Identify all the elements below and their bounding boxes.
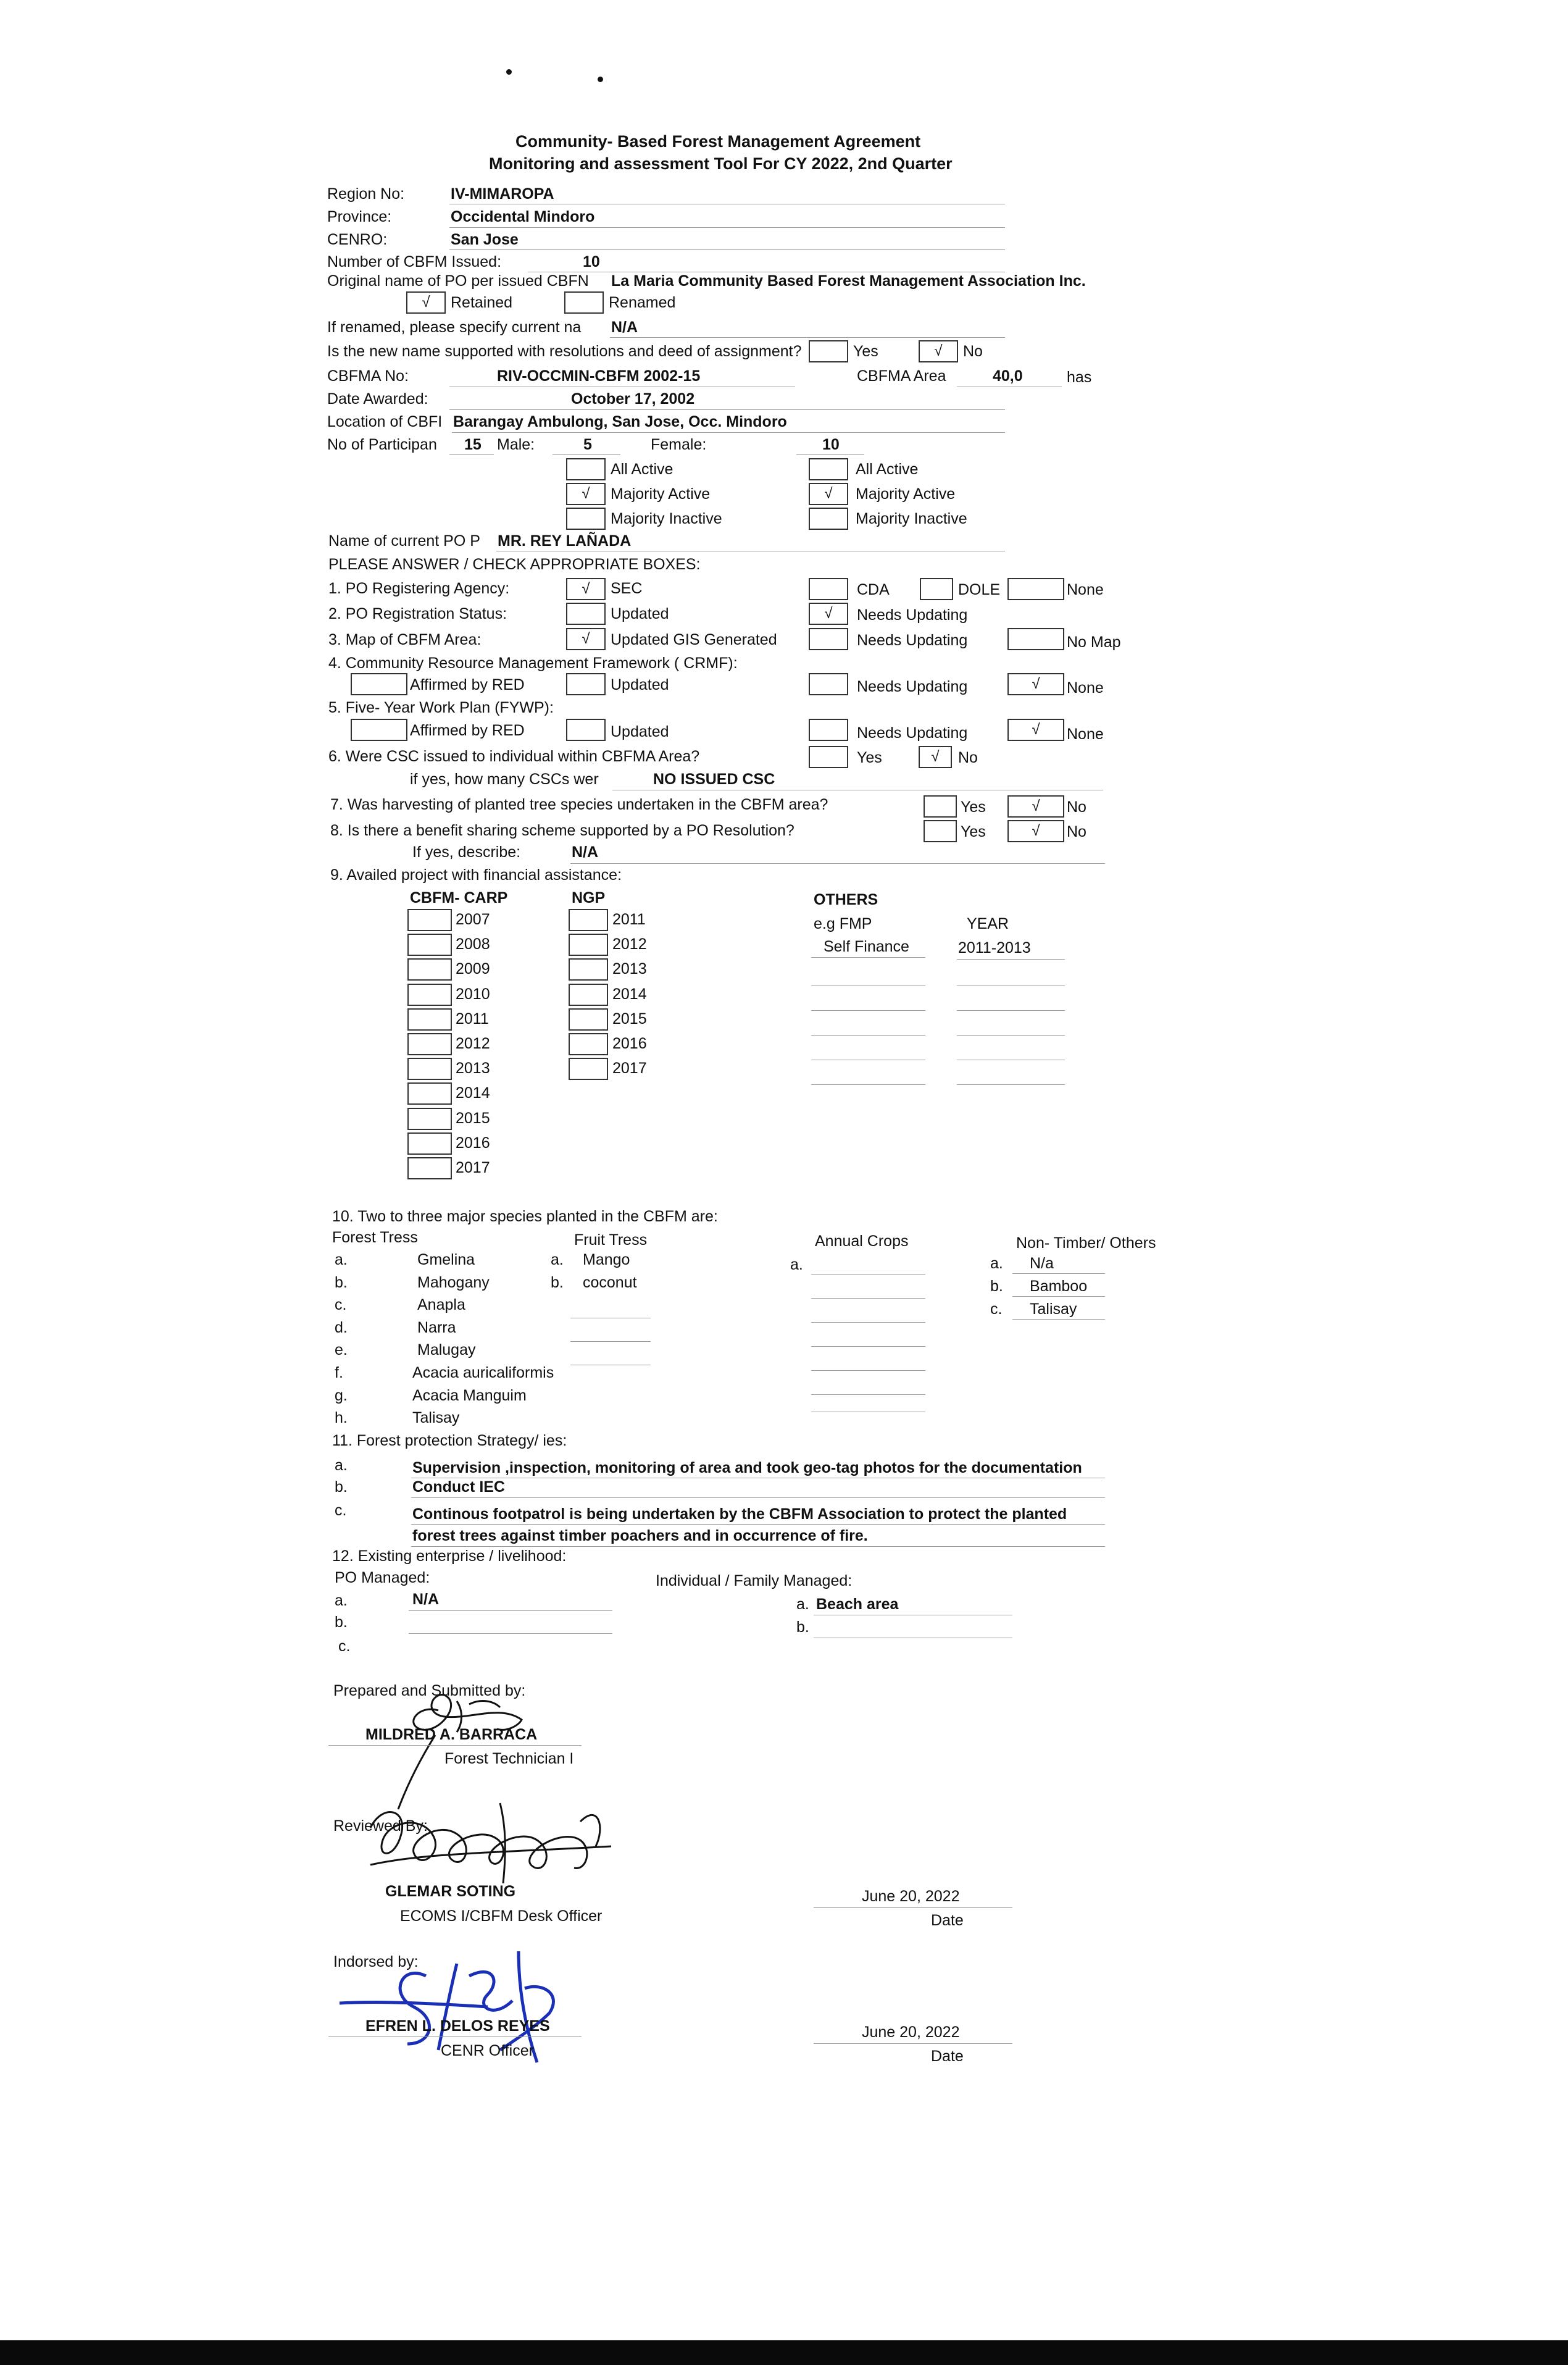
q12-ind-b-letter: b. [796, 1618, 809, 1636]
participants-label: No of Participan [327, 436, 437, 453]
q9-ngp-year-label: 2011 [612, 911, 646, 928]
male-majority-active-label: Majority Active [611, 485, 711, 503]
q9-carp-year-label: 2009 [456, 960, 490, 978]
q9-carp-year-checkbox[interactable] [407, 934, 452, 956]
location-value: Barangay Ambulong, San Jose, Occ. Mindoro [453, 413, 787, 430]
q5-needs-updating-checkbox[interactable] [809, 719, 848, 741]
q4-updated-checkbox[interactable] [566, 673, 606, 695]
q5-updated-checkbox[interactable] [566, 719, 606, 741]
q9-carp-year-checkbox[interactable] [407, 909, 452, 931]
renamed-specify-value: N/A [611, 319, 638, 336]
reviewed-label: Reviewed By: [333, 1817, 428, 1835]
q12-po-b-letter: b. [335, 1614, 348, 1631]
female-majority-inactive-label: Majority Inactive [856, 510, 967, 527]
renamed-label: Renamed [609, 294, 676, 311]
q12-po-a-text: N/A [412, 1591, 440, 1608]
q6-yes-checkbox[interactable] [809, 746, 848, 768]
cenro-label: CENRO: [327, 231, 388, 248]
current-po-value: MR. REY LAÑADA [498, 532, 632, 550]
q9-ngp-year-checkbox[interactable] [569, 958, 608, 981]
orig-name-value: La Maria Community Based Forest Management Association Inc. [611, 272, 1086, 290]
q4-affirmed-checkbox[interactable] [351, 673, 407, 695]
q10-fruit-letter: b. [551, 1274, 564, 1291]
q10-nontimber-letter: b. [990, 1278, 1003, 1295]
q8-yes-label: Yes [961, 823, 986, 840]
male-value: 5 [583, 436, 592, 453]
q2-label: 2. PO Registration Status: [328, 605, 507, 622]
renamed-specify-label: If renamed, please specify current na [327, 319, 582, 336]
q10-nontimber-underline [1012, 1273, 1105, 1274]
q12-po-c-letter: c. [338, 1638, 351, 1655]
q9-label: 9. Availed project with financial assistance: [330, 866, 622, 884]
q10-fruit-header: Fruit Tress [574, 1231, 648, 1249]
q6-no-checkbox[interactable]: √ [919, 746, 952, 768]
q11-b-text: Conduct IEC [412, 1478, 505, 1496]
q2-needs-updating-label: Needs Updating [857, 606, 968, 624]
q8-no-label: No [1067, 823, 1086, 840]
q10-forest-letter: h. [335, 1409, 348, 1427]
male-majority-active-checkbox[interactable]: √ [566, 483, 606, 505]
q10-nontimber-item: Talisay [1030, 1300, 1077, 1318]
current-po-label: Name of current PO P [328, 532, 480, 550]
q9-ngp-year-label: 2016 [612, 1035, 647, 1052]
q10-nontimber-item: Bamboo [1030, 1278, 1088, 1295]
q12-po-b-underline [409, 1633, 612, 1634]
q10-annual-line [811, 1370, 925, 1371]
q1-cda-checkbox[interactable] [809, 578, 848, 600]
q4-affirmed-label: Affirmed by RED [410, 676, 525, 693]
q11-c-text-1: Continous footpatrol is being undertaken by the CBFM Association to protect the planted [412, 1505, 1067, 1523]
q9-carp-year-label: 2017 [456, 1159, 490, 1176]
q9-carp-year-label: 2008 [456, 936, 490, 953]
q9-carp-year-label: 2012 [456, 1035, 490, 1052]
reviewed-date: June 20, 2022 [862, 1888, 960, 1905]
q3-label: 3. Map of CBFM Area: [328, 631, 482, 648]
q4-needs-updating-checkbox[interactable] [809, 673, 848, 695]
date-awarded-label: Date Awarded: [327, 390, 428, 408]
q11-b-underline [411, 1497, 1105, 1498]
prepared-name-underline [328, 1745, 582, 1746]
q9-carp-year-label: 2011 [456, 1010, 489, 1028]
date-awarded-value: October 17, 2002 [571, 390, 695, 408]
q8-label: 8. Is there a benefit sharing scheme supported by a PO Resolution? [330, 822, 794, 839]
female-all-active-label: All Active [856, 461, 919, 478]
q10-forest-tree: Acacia auricaliformis [412, 1364, 554, 1381]
q9-year-value: 2011-2013 [958, 939, 1031, 956]
q9-others-line [811, 1035, 925, 1036]
cbfma-area-unit: has [1067, 369, 1092, 386]
q1-sec-label: SEC [611, 580, 643, 597]
orig-name-label: Original name of PO per issued CBFN [327, 272, 589, 290]
q11-b-letter: b. [335, 1478, 348, 1496]
q9-ngp-year-label: 2015 [612, 1010, 647, 1028]
indorsed-date-label: Date [931, 2048, 964, 2065]
scan-bottom-edge [0, 2340, 1568, 2365]
indorsed-date-underline [814, 2043, 1012, 2044]
q5-affirmed-checkbox[interactable] [351, 719, 407, 741]
please-answer: PLEASE ANSWER / CHECK APPROPRIATE BOXES: [328, 556, 701, 573]
q10-annual-line [811, 1346, 925, 1347]
q10-nontimber-item: N/a [1030, 1255, 1054, 1272]
q5-affirmed-label: Affirmed by RED [410, 722, 525, 739]
q8-describe-label: If yes, describe: [412, 843, 521, 861]
cenro-value: San Jose [451, 231, 519, 248]
new-name-question: Is the new name supported with resolutions and deed of assignment? [327, 343, 802, 360]
q1-dole-checkbox[interactable] [920, 578, 953, 600]
q10-forest-tree: Anapla [417, 1296, 465, 1314]
female-underline [796, 454, 864, 455]
q10-fruit-tree: coconut [583, 1274, 637, 1291]
q9-carp-year-label: 2007 [456, 911, 490, 928]
q10-nontimber-header: Non- Timber/ Others [1016, 1234, 1156, 1252]
q9-others-header: OTHERS [814, 891, 878, 908]
q10-forest-header: Forest Tress [332, 1229, 418, 1246]
new-name-yes-label: Yes [853, 343, 878, 360]
q10-fruit-line [570, 1341, 651, 1342]
q10-annual-line [811, 1274, 925, 1275]
q9-carp-year-label: 2010 [456, 985, 490, 1003]
q7-yes-checkbox[interactable] [924, 795, 957, 818]
female-majority-active-checkbox[interactable]: √ [809, 483, 848, 505]
q10-forest-letter: e. [335, 1341, 348, 1359]
q6-howmany-value: NO ISSUED CSC [653, 771, 775, 788]
q3-needs-updating-checkbox[interactable] [809, 628, 848, 650]
q9-carp-year-checkbox[interactable] [407, 1008, 452, 1031]
q9-carp-year-checkbox[interactable] [407, 958, 452, 981]
female-value: 10 [822, 436, 840, 453]
q8-describe-value: N/A [572, 843, 599, 861]
q4-none-label: None [1067, 679, 1104, 697]
q9-carp-year-checkbox[interactable] [407, 1157, 452, 1179]
q12-po-a-letter: a. [335, 1592, 348, 1609]
q6-no-label: No [958, 749, 978, 766]
q10-forest-tree: Talisay [412, 1409, 460, 1427]
q10-annual-letter: a. [790, 1256, 803, 1273]
q9-carp-year-checkbox[interactable] [407, 984, 452, 1006]
q9-ngp-year-checkbox[interactable] [569, 909, 608, 931]
q5-needs-updating-label: Needs Updating [857, 724, 968, 742]
q9-ngp-year-label: 2012 [612, 936, 647, 953]
title-line-1: Community- Based Forest Management Agreement [515, 132, 921, 151]
q7-no-checkbox[interactable]: √ [1007, 795, 1064, 818]
retained-label: Retained [451, 294, 513, 311]
q9-ngp-year-label: 2013 [612, 960, 647, 978]
indorsed-label: Indorsed by: [333, 1953, 419, 1970]
region-label: Region No: [327, 185, 405, 203]
q12-po-a-underline [409, 1610, 612, 1611]
q12-po-label: PO Managed: [335, 1569, 430, 1586]
q10-forest-tree: Gmelina [417, 1251, 475, 1268]
q9-ngp-header: NGP [572, 889, 606, 906]
q9-carp-header: CBFM- CARP [410, 889, 508, 906]
q8-describe-underline [570, 863, 1105, 864]
q10-forest-tree: Mahogany [417, 1273, 490, 1291]
q11-c-underline [411, 1524, 1105, 1525]
q9-ngp-year-label: 2017 [612, 1060, 647, 1078]
q1-label: 1. PO Registering Agency: [328, 580, 510, 597]
q9-year-line [957, 1084, 1065, 1085]
male-majority-inactive-checkbox[interactable] [566, 508, 606, 530]
q9-carp-year-label: 2015 [456, 1109, 490, 1127]
q10-forest-letter: f. [335, 1364, 343, 1381]
q9-year-value-underline [957, 959, 1065, 960]
q1-none-checkbox[interactable] [1007, 578, 1064, 600]
q4-none-checkbox[interactable]: √ [1007, 673, 1064, 695]
q2-needs-updating-checkbox[interactable]: √ [809, 603, 848, 625]
q11-c-letter: c. [335, 1502, 347, 1519]
q10-nontimber-letter: c. [990, 1300, 1003, 1318]
q9-carp-year-checkbox[interactable] [407, 1132, 452, 1155]
q9-year-line [957, 1035, 1065, 1036]
q10-label: 10. Two to three major species planted in the CBFM are: [332, 1208, 718, 1225]
q9-ngp-year-checkbox[interactable] [569, 984, 608, 1006]
q4-needs-updating-label: Needs Updating [857, 678, 968, 695]
participants-value: 15 [464, 436, 482, 453]
q9-carp-year-label: 2016 [456, 1134, 490, 1152]
q9-eg-label: e.g FMP [814, 915, 872, 932]
indorsed-name-underline [328, 2036, 582, 2037]
q10-forest-tree: Acacia Manguim [412, 1386, 527, 1404]
q3-no-map-label: No Map [1067, 634, 1121, 651]
province-value: Occidental Mindoro [451, 208, 595, 225]
q1-sec-checkbox[interactable]: √ [566, 578, 606, 600]
q7-no-label: No [1067, 798, 1086, 816]
location-label: Location of CBFI [327, 413, 443, 430]
q6-yes-label: Yes [857, 749, 882, 766]
prepared-label: Prepared and Submitted by: [333, 1682, 526, 1699]
q10-fruit-letter: a. [551, 1251, 564, 1268]
q10-forest-letter: b. [335, 1273, 348, 1291]
q3-updated-gis-label: Updated GIS Generated [611, 631, 777, 648]
indorsed-name: EFREN L. DELOS REYES [365, 2017, 550, 2035]
q9-others-line [811, 1084, 925, 1085]
q2-updated-checkbox[interactable] [566, 603, 606, 625]
q5-updated-label: Updated [611, 723, 669, 740]
q11-c-text-2: forest trees against timber poachers and in occurrence of fire. [412, 1527, 868, 1544]
q10-annual-line [811, 1394, 925, 1395]
female-majority-active-label: Majority Active [856, 485, 956, 503]
q6-howmany-label: if yes, how many CSCs wer [410, 771, 599, 788]
q10-annual-header: Annual Crops [815, 1233, 909, 1250]
prepared-title: Forest Technician I [444, 1750, 574, 1767]
q10-forest-letter: a. [335, 1251, 348, 1268]
q10-annual-line [811, 1298, 925, 1299]
q10-forest-tree: Narra [417, 1318, 456, 1336]
q10-forest-letter: g. [335, 1386, 348, 1404]
cenro-underline [449, 249, 1005, 250]
q9-carp-year-checkbox[interactable] [407, 1033, 452, 1055]
cbfma-area-value: 40,0 [993, 367, 1023, 385]
q10-fruit-tree: Mango [583, 1251, 630, 1268]
renamed-specify-underline [610, 337, 1005, 338]
q11-label: 11. Forest protection Strategy/ ies: [332, 1432, 567, 1449]
scan-speck [506, 69, 512, 75]
q12-ind-a-letter: a. [796, 1596, 809, 1613]
q3-no-map-checkbox[interactable] [1007, 628, 1064, 650]
new-name-yes-checkbox[interactable] [809, 340, 848, 362]
q7-label: 7. Was harvesting of planted tree species undertaken in the CBFM area? [330, 796, 828, 813]
q12-ind-label: Individual / Family Managed: [656, 1572, 853, 1589]
q10-annual-line [811, 1322, 925, 1323]
male-label: Male: [497, 436, 535, 453]
q9-others-value: Self Finance [824, 938, 909, 955]
title-line-2: Monitoring and assessment Tool For CY 2022, 2nd Quarter [489, 154, 953, 173]
q9-ngp-year-checkbox[interactable] [569, 934, 608, 956]
q8-yes-checkbox[interactable] [924, 820, 957, 842]
q7-yes-label: Yes [961, 798, 986, 816]
q9-others-line [811, 1010, 925, 1011]
new-name-no-label: No [963, 343, 983, 360]
q10-forest-tree: Malugay [417, 1341, 476, 1359]
num-cbfm-label: Number of CBFM Issued: [327, 253, 502, 270]
q1-cda-label: CDA [857, 581, 890, 598]
location-underline [452, 432, 1005, 433]
reviewed-date-label: Date [931, 1912, 964, 1929]
q9-carp-year-checkbox[interactable] [407, 1058, 452, 1080]
female-label: Female: [651, 436, 707, 453]
q9-ngp-year-label: 2014 [612, 985, 647, 1003]
q4-updated-label: Updated [611, 676, 669, 693]
indorsed-date: June 20, 2022 [862, 2024, 960, 2041]
q4-label: 4. Community Resource Management Framework ( CRMF): [328, 655, 738, 672]
q9-carp-year-label: 2014 [456, 1084, 490, 1102]
q6-label: 6. Were CSC issued to individual within CBFMA Area? [328, 748, 700, 765]
reviewed-title: ECOMS I/CBFM Desk Officer [400, 1907, 603, 1925]
q9-carp-year-checkbox[interactable] [407, 1082, 452, 1105]
q9-year-header: YEAR [967, 915, 1009, 932]
date-awarded-underline [449, 409, 1005, 410]
renamed-checkbox[interactable] [564, 291, 604, 314]
q10-nontimber-underline [1012, 1296, 1105, 1297]
q9-ngp-year-checkbox[interactable] [569, 1058, 608, 1080]
province-underline [449, 227, 1005, 228]
q10-forest-letter: c. [335, 1296, 347, 1314]
cbfma-no-label: CBFMA No: [327, 367, 409, 385]
cbfma-no-value: RIV-OCCMIN-CBFM 2002-15 [497, 367, 701, 385]
q11-a-text: Supervision ,inspection, monitoring of area and took geo-tag photos for the documentation [412, 1459, 1082, 1476]
participants-underline [449, 454, 494, 455]
male-underline [553, 454, 620, 455]
q9-ngp-year-checkbox[interactable] [569, 1033, 608, 1055]
q10-nontimber-underline [1012, 1319, 1105, 1320]
q5-none-label: None [1067, 726, 1104, 743]
reviewed-date-underline [814, 1907, 1012, 1908]
male-majority-inactive-label: Majority Inactive [611, 510, 722, 527]
prepared-name: MILDRED A. BARRACA [365, 1726, 538, 1743]
q1-none-label: None [1067, 581, 1104, 598]
q9-carp-year-checkbox[interactable] [407, 1108, 452, 1130]
q9-carp-year-label: 2013 [456, 1060, 490, 1078]
province-label: Province: [327, 208, 392, 225]
region-value: IV-MIMAROPA [451, 185, 554, 203]
q2-updated-label: Updated [611, 605, 669, 622]
reviewed-name: GLEMAR SOTING [385, 1883, 516, 1900]
q3-needs-updating-label: Needs Updating [857, 632, 968, 649]
q9-year-line [957, 1010, 1065, 1011]
num-cbfm-value: 10 [583, 253, 600, 270]
q5-label: 5. Five- Year Work Plan (FYWP): [328, 699, 554, 716]
q11-a-letter: a. [335, 1457, 348, 1474]
q12-label: 12. Existing enterprise / livelihood: [332, 1547, 567, 1565]
q9-others-value-underline [811, 957, 925, 958]
scan-speck [598, 77, 603, 82]
new-name-no-checkbox[interactable]: √ [919, 340, 958, 362]
male-all-active-checkbox[interactable] [566, 458, 606, 480]
retained-checkbox[interactable]: √ [406, 291, 446, 314]
q3-updated-gis-checkbox[interactable]: √ [566, 628, 606, 650]
q1-dole-label: DOLE [958, 581, 1001, 598]
q10-nontimber-letter: a. [990, 1255, 1003, 1272]
q12-ind-a-text: Beach area [816, 1596, 899, 1613]
female-all-active-checkbox[interactable] [809, 458, 848, 480]
q10-forest-letter: d. [335, 1318, 348, 1336]
q5-none-checkbox[interactable]: √ [1007, 719, 1064, 741]
q9-ngp-year-checkbox[interactable] [569, 1008, 608, 1031]
cbfma-area-label: CBFMA Area [857, 367, 946, 385]
female-majority-inactive-checkbox[interactable] [809, 508, 848, 530]
male-all-active-label: All Active [611, 461, 673, 478]
indorsed-title: CENR Officer [441, 2042, 534, 2059]
q8-no-checkbox[interactable]: √ [1007, 820, 1064, 842]
